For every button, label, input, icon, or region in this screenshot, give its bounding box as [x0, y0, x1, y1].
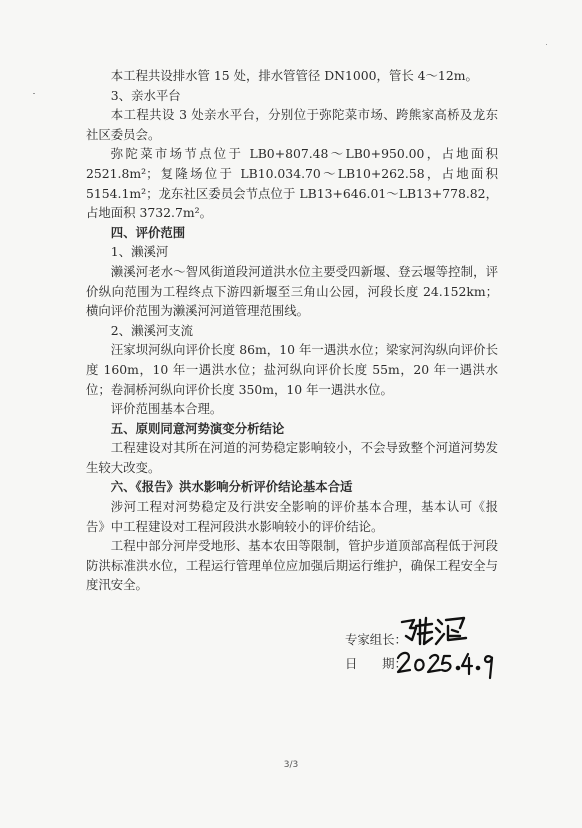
document-body	[86, 66, 498, 595]
paragraph: 3、亲水平台	[110, 87, 181, 103]
paragraph: 本工程共设排水管 15 处，排水管管径 DN1000，管长 4～12m。	[110, 68, 478, 83]
page-number: 3/3	[283, 760, 299, 770]
paragraph: 本工程共设 3 处亲水平台，分别位于弥陀菜市场、跨熊家高桥及龙东社区委员会。	[86, 107, 498, 142]
paragraph: 评价范围基本合理。	[110, 401, 223, 417]
handwritten-signature	[398, 614, 470, 648]
paragraph: 弥陀菜市场节点位于 LB0+807.48～LB0+950.00，占地面积 2521.8m²；复隆场位于 LB10.034.70～LB10+262.58，占地面积 5154.1m²；龙东社区委员会节点位于 LB13+646.01～LB13+778.82，占地面积 3732.7m²。	[86, 146, 498, 221]
scan-speck	[546, 44, 547, 45]
section-heading: 四、评价范围	[110, 224, 186, 240]
paragraph: 工程中部分河岸受地形、基本农田等限制，管护步道顶部高程低于河段防洪标准洪水位，工程运行管理单位应加强后期运行维护，确保工程安全与度汛安全。	[86, 538, 498, 593]
scan-speck	[33, 93, 35, 94]
section-heading: 六、《报告》洪水影响分析评价结论基本合适	[110, 479, 353, 495]
paragraph: 1、濑溪河	[110, 244, 169, 260]
expert-leader-label: 专家组长：	[345, 632, 407, 647]
paragraph: 汪家坝河纵向评价长度 86m，10 年一遇洪水位；梁家河沟纵向评价长度 160m，10 年一遇洪水位；盐河纵向评价长度 55m，20 年一遇洪水位；卷洞桥河纵向评价长度 350m，10 年一遇洪水位。	[86, 342, 498, 397]
section-heading: 五、原则同意河势演变分析结论	[110, 420, 285, 436]
date-label: 日 期：	[345, 656, 407, 671]
handwritten-date	[396, 648, 496, 680]
paragraph: 2、濑溪河支流	[110, 322, 194, 338]
paragraph: 涉河工程对河势稳定及行洪安全影响的评价基本合理，基本认可《报告》中工程建设对工程河段洪水影响较小的评价结论。	[86, 499, 498, 534]
paragraph: 濑溪河老水～智风街道段河道洪水位主要受四新堰、登云堰等控制，评价纵向范围为工程终点下游四新堰至三角山公园，河段长度 24.152km；横向评价范围为濑溪河河道管理范围线。	[86, 263, 498, 319]
paragraph: 工程建设对其所在河道的河势稳定影响较小，不会导致整个河道河势发生较大改变。	[86, 440, 498, 475]
